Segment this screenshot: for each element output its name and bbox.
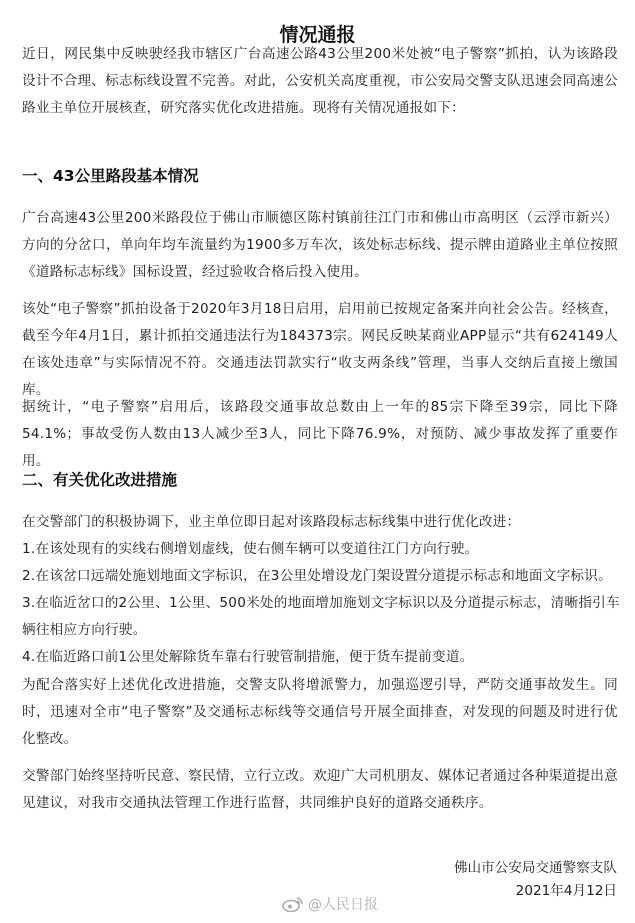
section2-heading: 二、有关优化改进措施 bbox=[22, 471, 178, 489]
watermark bbox=[282, 893, 378, 915]
signature-date: 2021年4月12日 bbox=[515, 883, 617, 899]
section2-lead: 在交警部门的积极协调下，业主单位即日起对该路段标志标线集中进行优化改进： bbox=[22, 514, 521, 530]
closing-paragraph: 交警部门始终坚持听民意、察民情，立行立改。欢迎广大司机朋友、媒体记者通过各种渠道提出意见建议，对我市交通执法管理工作进行监督，共同维护良好的道路交通秩序。 bbox=[22, 768, 618, 811]
list-item: 1.在该处现有的实线右侧增划虚线，使右侧车辆可以变道往江门方向行驶。 bbox=[22, 541, 479, 557]
weibo-icon bbox=[282, 896, 304, 912]
measures-list bbox=[22, 536, 622, 671]
list-item: 3.在临近岔口的2公里、1公里、500米处的地面增加施划文字标识以及分道提示标志，清晰指引车辆往相应方向行驶。 bbox=[22, 595, 620, 638]
intro-paragraph: 近日，网民集中反映驶经我市辖区广台高速公路43公里200米处被“电子警察”抓拍，认为该路段设计不合理、标志标线设置不完善。对此，公安机关高度重视，市公安局交警支队迅速会同高速公路业主单位开展核查，研究落实优化改进措施。现将有关情况通报如下： bbox=[22, 46, 618, 116]
signature-org: 佛山市公安局交通警察支队 bbox=[453, 860, 617, 876]
section1-paragraph-2: 该处“电子警察”抓拍设备于2020年3月18日启用，启用前已按规定备案并向社会公告。经核查，截至今年4月1日，累计抓拍交通违法行为184373宗。网民反映某商业APP显示“共有624149人在该处违章”与实际情况不符。交通违法罚款实行“收支两条线”管理，当事人交纳后直接上缴国库。 bbox=[22, 301, 618, 398]
section1-paragraph-3: 据统计，“电子警察”启用后，该路段交通事故总数由上一年的85宗下降至39宗，同比下降54.1%；事故受伤人数由13人减少至3人，同比下降76.9%，对预防、减少事故发挥了重要作用。 bbox=[22, 399, 618, 469]
watermark-text: @人民日报 bbox=[308, 897, 378, 913]
list-item: 2.在该岔口远端处施划地面文字标识，在3公里处增设龙门架设置分道提示标志和地面文字标识。 bbox=[22, 568, 612, 584]
section1-heading: 一、43公里路段基本情况 bbox=[22, 167, 199, 185]
section1-paragraph-1: 广台高速43公里200米路段位于佛山市顺德区陈村镇前往江门市和佛山市高明区（云浮市新兴）方向的分岔口，单向年均车流量约为1900多万车次，该处标志标线、提示牌由道路业主单位按照《道路标志标线》国标设置，经过验收合格后投入使用。 bbox=[22, 210, 618, 280]
follow-up-paragraph: 为配合落实好上述优化改进措施，交警支队将增派警力，加强巡逻引导，严防交通事故发生。同时，迅速对全市“电子警察”及交通标志标线等交通信号开展全面排查，对发现的问题及时进行优化整改。 bbox=[22, 677, 618, 747]
document-title: 情况通报 bbox=[279, 24, 356, 46]
list-item: 4.在临近路口前1公里处解除货车靠右行驶管制措施，便于货车提前变道。 bbox=[22, 649, 474, 665]
